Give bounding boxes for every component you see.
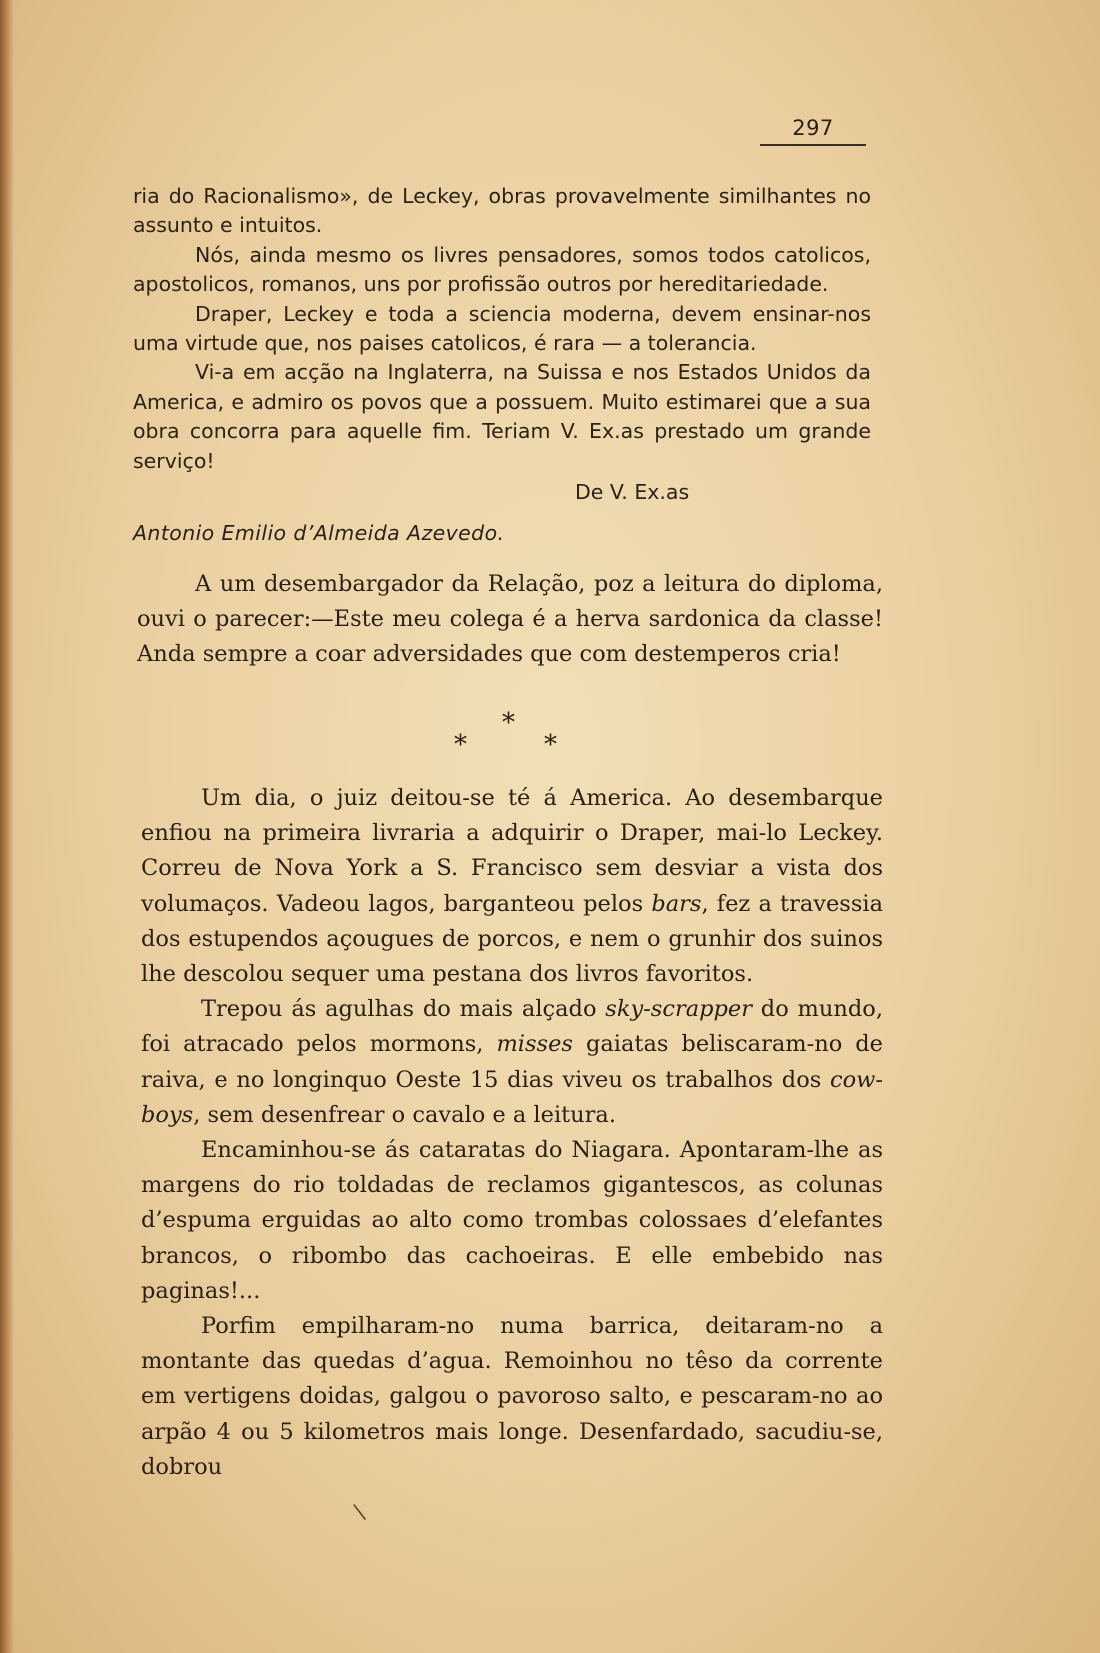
italic-term: misses bbox=[496, 1031, 573, 1058]
narrative-paragraph: Porfim empilharam-no numa barrica, deitaram-no a montante das quedas d’agua. Remoinhou no têso da corrente em vertigens doidas, galgou o pavoroso salto, e pescaram-no ao arpão 4 ou 5 kilometros mais longe. Desenfardado, sacudiu-se, dobrou bbox=[141, 1313, 883, 1480]
narrative-body bbox=[141, 781, 883, 1485]
page-header bbox=[760, 116, 866, 146]
text-run: Um dia, o juiz deitou-se té á America. Ao desembarque enfiou na primeira livraria a adquirir o Draper, mai-lo Leckey. Correu de Nova York a S. Francisco sem desviar a vista dos volumaços. Vadeou lagos, barganteou pelos bbox=[141, 785, 883, 917]
remark-text: A um desembargador da Relação, poz a leitura do diploma, ouvi o parecer:—Este meu colega é a herva sardonica da classe! Anda sempre a coar adversidades que com destemperos cria! bbox=[137, 571, 883, 667]
italic-term: bars bbox=[651, 890, 702, 917]
text-run: , fez a travessia dos estupendos açougues de porcos, e nem o grunhir dos suinos lhe descolou sequer uma pestana dos livros favoritos. bbox=[141, 890, 883, 988]
letter-paragraph: ria do Racionalismo», de Leckey, obras provavelmente similhantes no assunto e intuitos. bbox=[133, 184, 871, 238]
text-run: do mundo, foi atracado pelos mormons, bbox=[141, 996, 883, 1058]
page-binding-edge bbox=[0, 0, 14, 1653]
asterism-star: * bbox=[502, 708, 515, 738]
quoted-letter bbox=[133, 182, 871, 549]
asterism-star: * bbox=[544, 730, 557, 760]
narrative-paragraph: Encaminhou-se ás cataratas do Niagara. Apontaram-lhe as margens do rio toldadas de reclamos gigantescos, as colunas d’espuma erguidas ao alto como trombas colossaes d’elefantes brancos, o ribombo das cachoeiras. E elle embebido nas paginas!... bbox=[141, 1137, 883, 1304]
letter-signature: Antonio Emilio d’Almeida Azevedo. bbox=[133, 521, 505, 546]
header-rule bbox=[760, 144, 866, 146]
asterism-star: * bbox=[454, 730, 467, 760]
italic-term: cow-boys bbox=[141, 1066, 883, 1128]
stray-ink-mark: \ bbox=[351, 1499, 368, 1526]
letter-closing: De V. Ex.as bbox=[575, 480, 690, 505]
narrative-paragraph bbox=[141, 992, 883, 1133]
text-run: Trepou ás agulhas do mais alçado bbox=[201, 996, 606, 1023]
letter-paragraph: Vi-a em acção na Inglaterra, na Suissa e nos Estados Unidos da America, e admiro os povos que a possuem. Muito estimarei que a sua obra concorra para aquelle fim. Teriam V. Ex.as prestado um grande serviço! bbox=[133, 360, 871, 473]
letter-paragraph: Draper, Leckey e toda a sciencia moderna, devem ensinar-nos uma virtude que, nos paises catolicos, é rara — a tolerancia. bbox=[133, 301, 871, 356]
italic-term: sky-scrapper bbox=[605, 996, 752, 1023]
page-number: 297 bbox=[792, 116, 834, 140]
letter-paragraph: Nós, ainda mesmo os livres pensadores, somos todos catolicos, apostolicos, romanos, uns por profissão outros por hereditariedade. bbox=[133, 242, 871, 297]
narrative-paragraph bbox=[141, 781, 883, 992]
text-run: , sem desenfrear o cavalo e a leitura. bbox=[193, 1101, 616, 1128]
judge-remark-paragraph bbox=[137, 567, 883, 672]
text-run: gaiatas beliscaram-no de raiva, e no longinquo Oeste 15 dias viveu os trabalhos dos bbox=[141, 1031, 883, 1093]
